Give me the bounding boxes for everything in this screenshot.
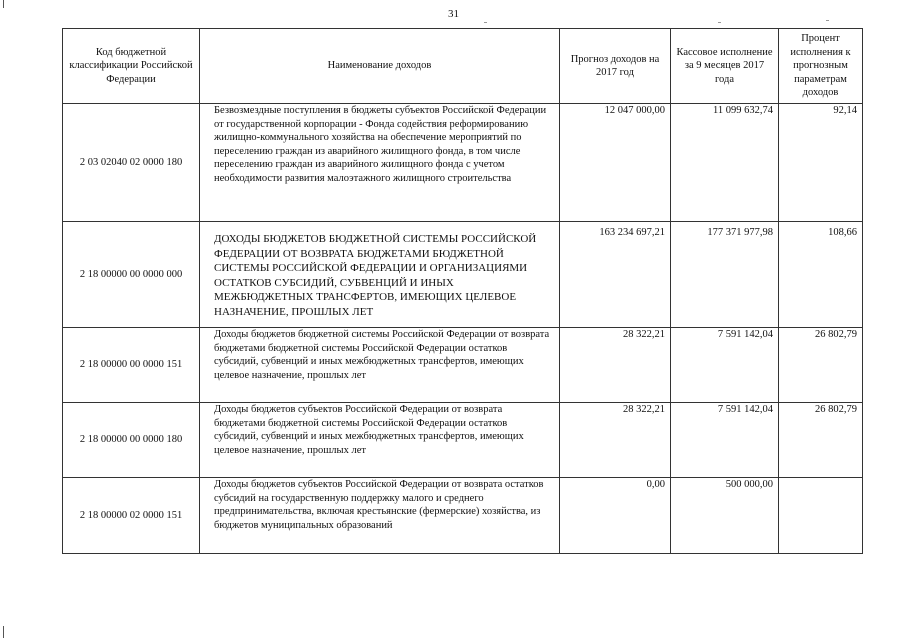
row-code: 2 18 00000 00 0000 151	[63, 328, 200, 403]
scan-edge-mark	[3, 0, 4, 8]
row-forecast: 28 322,21	[560, 403, 671, 478]
revenue-table	[62, 28, 863, 554]
row-name	[200, 328, 560, 403]
scan-edge-mark	[3, 626, 4, 638]
row-code: 2 18 00000 00 0000 180	[63, 403, 200, 478]
row-percent: 108,66	[779, 222, 863, 328]
row-cash: 11 099 632,74	[671, 104, 779, 222]
row-name-text: Безвозмездные поступления в бюджеты субъектов Российской Федерации от государственной корпорации - Фонда содействия реформированию жилищно-коммунального хозяйства на обеспечение мероприятий по переселению граждан из аварийного жилищного фонда, в том числе переселению граждан из аварийного жилищного фонда с учетом необходимости развития малоэтажного жилищного строительства	[214, 105, 547, 184]
row-percent: 26 802,79	[779, 403, 863, 478]
row-code: 2 18 00000 02 0000 151	[63, 478, 200, 554]
row-name-text: ДОХОДЫ БЮДЖЕТОВ БЮДЖЕТНОЙ СИСТЕМЫ РОССИЙСКОЙ ФЕДЕРАЦИИ ОТ ВОЗВРАТА БЮДЖЕТАМИ БЮДЖЕТНОЙ СИСТЕМЫ РОССИЙСКОЙ ФЕДЕРАЦИИ И ОРГАНИЗАЦИЯМИ ОСТАТКОВ СУБСИДИЙ, СУБВЕНЦИЙ И ИНЫХ МЕЖБЮДЖЕТНЫХ ТРАНСФЕРТОВ, ИМЕЮЩИХ ЦЕЛЕВОЕ НАЗНАЧЕНИЕ, ПРОШЛЫХ ЛЕТ	[214, 233, 537, 318]
row-name	[200, 104, 560, 222]
table-row	[63, 478, 863, 554]
header-code: Код бюджетной классификации Российской Федерации	[63, 29, 200, 104]
row-percent: 26 802,79	[779, 328, 863, 403]
row-forecast: 0,00	[560, 478, 671, 554]
row-cash: 500 000,00	[671, 478, 779, 554]
table-row	[63, 104, 863, 222]
header-cash: Кассовое исполнение за 9 месяцев 2017 года	[671, 29, 779, 104]
row-code: 2 18 00000 00 0000 000	[63, 222, 200, 328]
row-name-text: Доходы бюджетов бюджетной системы Российской Федерации от возврата бюджетами бюджетной системы Российской Федерации остатков субсидий, субвенций и иных межбюджетных трансфертов, имеющих целевое назначение, прошлых лет	[214, 329, 550, 381]
row-percent: 92,14	[779, 104, 863, 222]
row-name	[200, 222, 560, 328]
table-header-row	[63, 29, 863, 104]
header-forecast: Прогноз доходов на 2017 год	[560, 29, 671, 104]
scan-speck	[718, 22, 721, 23]
row-name	[200, 478, 560, 554]
table-row	[63, 403, 863, 478]
row-forecast: 163 234 697,21	[560, 222, 671, 328]
header-percent: Процент исполнения к прогнозным параметрам доходов	[779, 29, 863, 104]
row-code: 2 03 02040 02 0000 180	[63, 104, 200, 222]
table-row-total	[63, 222, 863, 328]
row-forecast: 12 047 000,00	[560, 104, 671, 222]
scan-speck	[484, 22, 487, 23]
scan-speck	[826, 20, 829, 21]
row-percent	[779, 478, 863, 554]
page-number: 31	[448, 8, 459, 20]
table-row	[63, 328, 863, 403]
row-cash: 7 591 142,04	[671, 328, 779, 403]
row-name-text: Доходы бюджетов субъектов Российской Федерации от возврата бюджетами бюджетной системы Российской Федерации остатков субсидий, субвенций и иных межбюджетных трансфертов, имеющих целевое назначение, прошлых лет	[214, 404, 524, 456]
row-name-text: Доходы бюджетов субъектов Российской Федерации от возврата остатков субсидий на государственную поддержку малого и среднего предпринимательства, включая крестьянские (фермерские) хозяйства, из бюджетов муниципальных образований	[214, 479, 544, 531]
row-cash: 177 371 977,98	[671, 222, 779, 328]
row-cash: 7 591 142,04	[671, 403, 779, 478]
row-forecast: 28 322,21	[560, 328, 671, 403]
header-name: Наименование доходов	[200, 29, 560, 104]
row-name	[200, 403, 560, 478]
